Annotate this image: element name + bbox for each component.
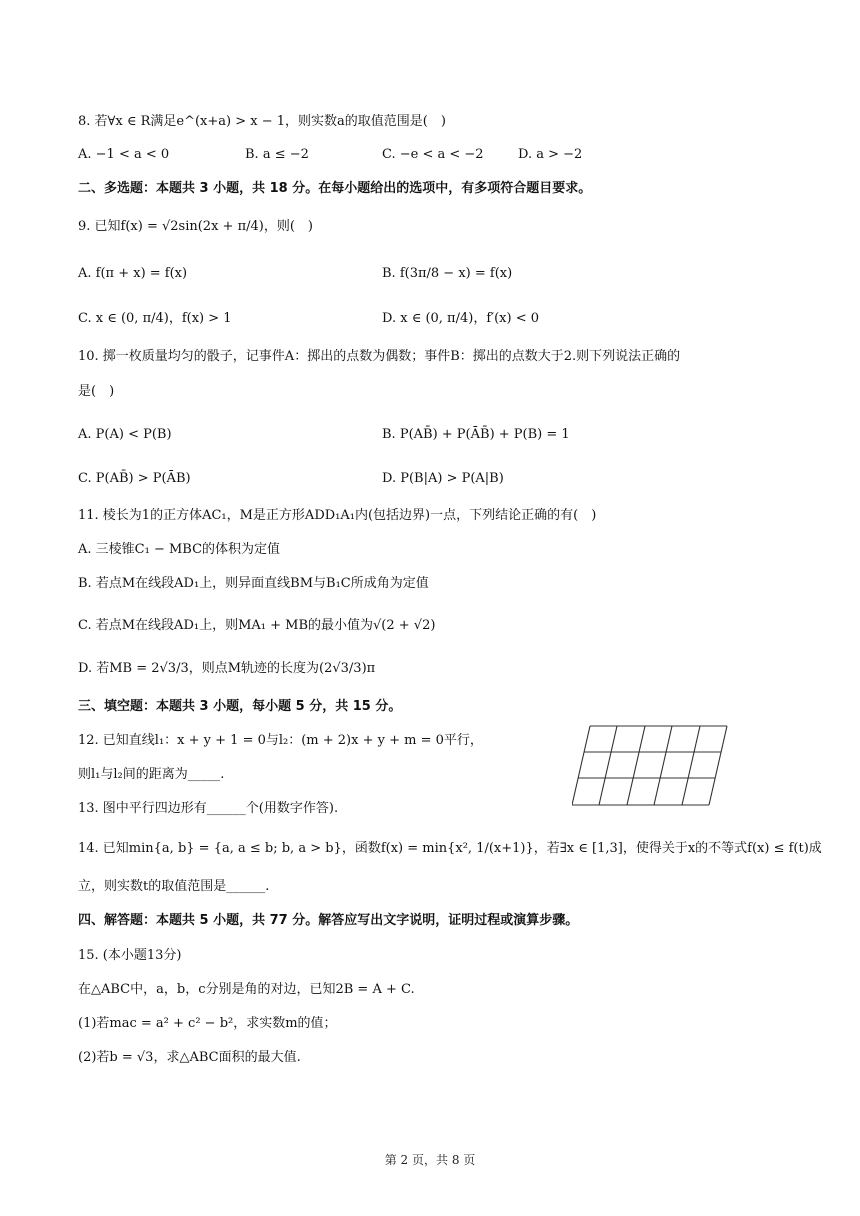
q9-option-c: C. x ∈ (0, π/4)，f(x) > 1	[78, 311, 232, 326]
q15-part-1: (1)若mac = a² + c² − b²，求实数m的值；	[78, 1016, 337, 1031]
q10-option-d: D. P(B|A) > P(A|B)	[382, 471, 504, 486]
q8-option-a: A. −1 < a < 0	[78, 147, 170, 162]
q9-stem: 9. 已知f(x) = √2sin(2x + π/4)，则( )	[78, 219, 313, 234]
q11-option-a: A. 三棱锥C₁ − MBC的体积为定值	[78, 542, 281, 557]
q14-stem-line2: 立，则实数t的取值范围是______.	[78, 879, 270, 894]
parallelogram-grid-figure	[572, 724, 732, 808]
q9-option-a: A. f(π + x) = f(x)	[78, 266, 188, 281]
grid-col-line-6	[709, 726, 727, 805]
q10-stem-line1: 10. 掷一枚质量均匀的骰子，记事件A：掷出的点数为偶数；事件B：掷出的点数大于2.则下列说法正确的	[78, 349, 681, 364]
section-3-heading: 三、填空题：本题共 3 小题，每小题 5 分，共 15 分。	[78, 699, 402, 714]
section-2-heading: 二、多选题：本题共 3 小题，共 18 分。在每小题给出的选项中，有多项符合题目要求。	[78, 181, 592, 196]
grid-col-line-4	[654, 726, 672, 805]
q8-stem: 8. 若∀x ∈ R满足e^(x+a) > x − 1，则实数a的取值范围是( )	[78, 114, 446, 129]
q10-option-a: A. P(A) < P(B)	[78, 427, 172, 442]
q10-option-c: C. P(AB̄) > P(ĀB)	[78, 471, 191, 486]
grid-col-line-3	[627, 726, 645, 805]
q14-stem-line1: 14. 已知min{a, b} = {a, a ≤ b; b, a > b}，函数f(x) = min{x², 1/(x+1)}，若∃x ∈ [1,3]，使得关于x的不等式f(x) ≤ f(t)成	[78, 841, 822, 856]
q11-option-c: C. 若点M在线段AD₁上，则MA₁ + MB的最小值为√(2 + √2)	[78, 618, 436, 633]
q15-title: 15. (本小题13分)	[78, 948, 182, 963]
question-13: 13. 图中平行四边形有______个(用数字作答).	[78, 801, 339, 816]
q9-option-b: B. f(3π/8 − x) = f(x)	[382, 266, 513, 281]
q15-part-2: (2)若b = √3，求△ABC面积的最大值.	[78, 1050, 301, 1065]
q12-stem-line2: 则l₁与l₂间的距离为_____.	[78, 767, 225, 782]
grid-col-line-2	[599, 726, 617, 805]
section-4-heading: 四、解答题：本题共 5 小题，共 77 分。解答应写出文字说明，证明过程或演算步骤。	[78, 913, 579, 928]
q11-option-d: D. 若MB = 2√3/3，则点M轨迹的长度为(2√3/3)π	[78, 661, 376, 676]
q11-option-b: B. 若点M在线段AD₁上，则异面直线BM与B₁C所成角为定值	[78, 576, 429, 591]
q11-stem: 11. 棱长为1的正方体AC₁，M是正方形ADD₁A₁内(包括边界)一点，下列结论正确的有( )	[78, 508, 597, 523]
q8-option-d: D. a > −2	[518, 147, 583, 162]
grid-col-line-5	[682, 726, 700, 805]
grid-col-line-1	[572, 726, 590, 805]
q10-option-b: B. P(AB̄) + P(ĀB̄) + P(B) = 1	[382, 427, 570, 442]
q10-stem-line2: 是( )	[78, 384, 115, 399]
q8-option-b: B. a ≤ −2	[245, 147, 309, 162]
page-footer: 第 2 页，共 8 页	[384, 1153, 476, 1167]
q8-option-c: C. −e < a < −2	[382, 147, 484, 162]
q12-stem-line1: 12. 已知直线l₁：x + y + 1 = 0与l₂：(m + 2)x + y + m = 0平行，	[78, 733, 483, 748]
q9-option-d: D. x ∈ (0, π/4)，f′(x) < 0	[382, 311, 539, 326]
q15-stem: 在△ABC中，a，b，c分别是角的对边，已知2B = A + C.	[78, 982, 415, 997]
